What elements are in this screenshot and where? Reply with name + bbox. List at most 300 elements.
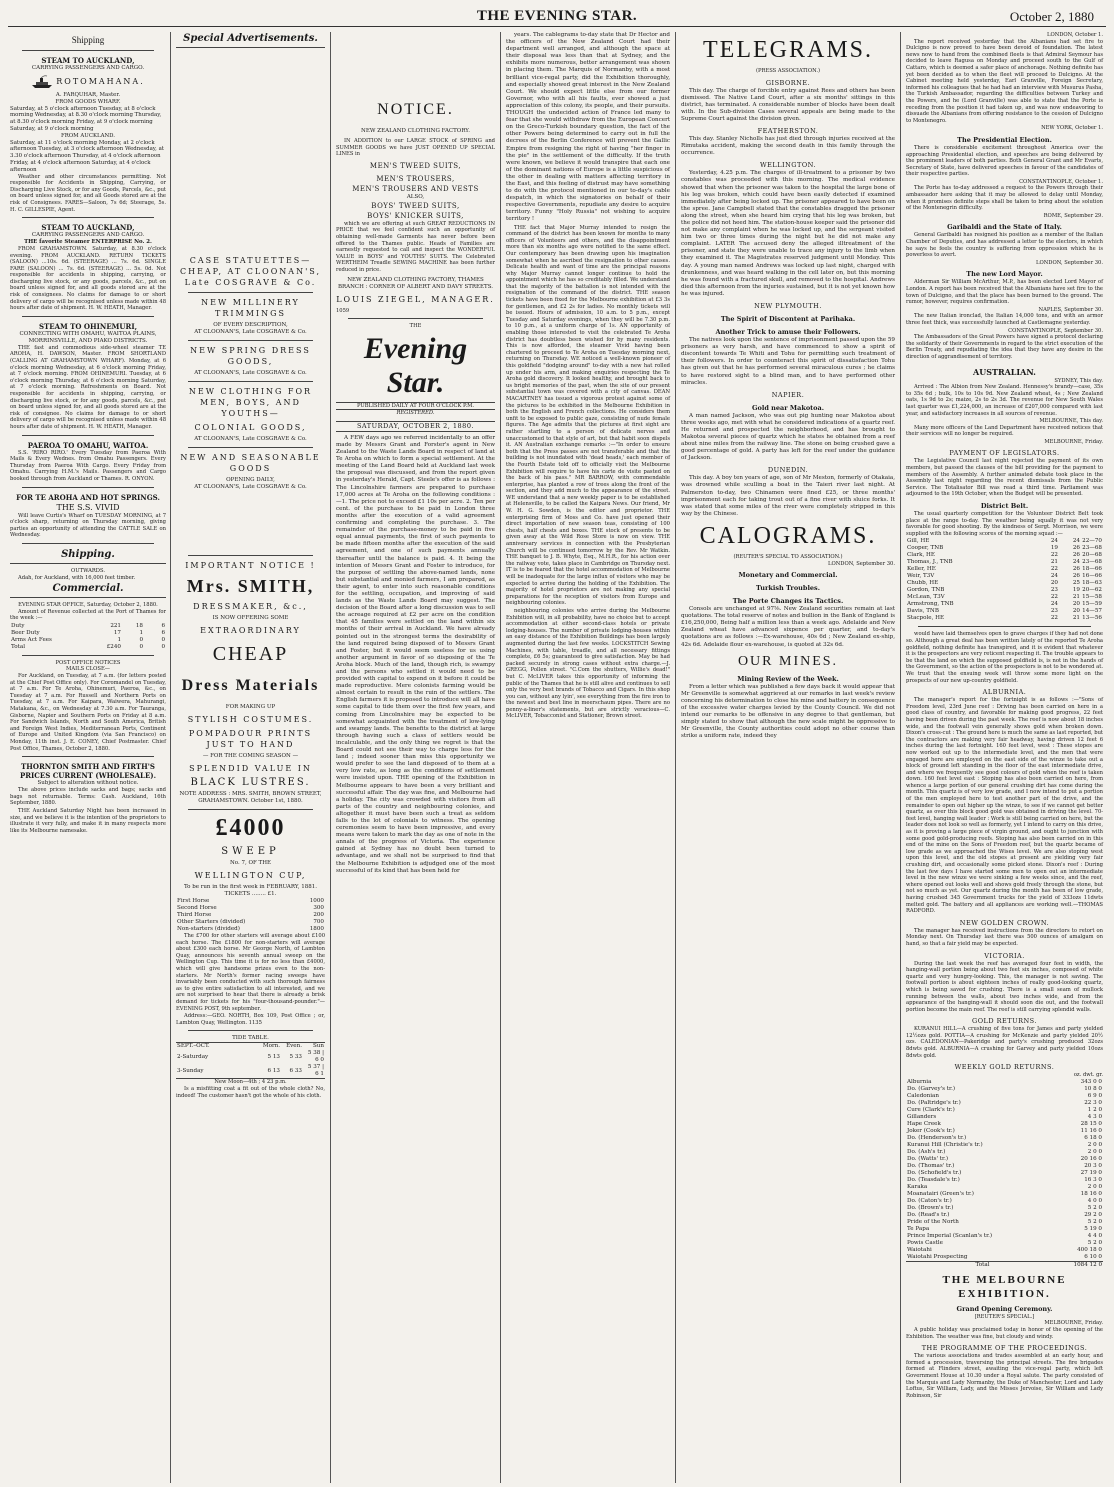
local-news: neighbouring colonies who arrive during the Melbourne Exhibition will, in all probability, have no choice but to accept accommodation at either second-class hotels or private lodging-houses. The number of private lodging-houses within an easy distance of the Exhibition Buildings has been largely augmented during the last few weeks. LOCKSTITCH Sewing Machines, with table, treadle, and all necessary fittings complete, £6 5s; guaranteed to give satisfaction. May be had packed securely in strong cases without extra charge.—J. GREGG, Pollen street. "C.Com the shutters, Willie's dead!" but C. McLIVER takes this opportunity of informing the public of the Thames that he is still alive and continues to sell only the very best brands of Tobacco and Cigars. In this shop you can, without any lyin', see everything from the fire iron to the newest and best line in meerschaum pipes. There are no penny-a-liner's statements, but are strictly veracious—C. McLIVER, Tobacconist and Stationer, Brown street.	[506, 607, 670, 720]
shooter-name: Chubb, HE	[907, 580, 939, 587]
telegrams-heading: TELEGRAMS.	[703, 37, 873, 63]
post-subheading: MAILS CLOSE—	[66, 666, 110, 673]
section-heading-commercial: Commercial.	[10, 582, 166, 598]
headline-alburnia: ALBURNIA.	[982, 688, 1027, 697]
headline-australian: AUSTRALIAN.	[973, 366, 1036, 377]
divider	[188, 292, 313, 293]
revenue-label: Duty	[11, 622, 25, 629]
editorial-continued: years. The cablegrams to-day state that Dr Hector and the officers of the New Zealand Court had their department well arranged, and although the space at their disposal was less than that at Sydney, and the exhibits more numerous, better arrangement was shown in placing them. The Marquis of Normanby, with a most brilliant vice-regal party, did the Exhibition thoroughly, and especially showed great interest in the New Zealand Court. We should expect little else from our former Governor, who with all his faults, ever showed a just appreciation of this colony, its people, and their pursuits. THOUGH the undecided action of France led many to fear that she would withdraw from the European Concert on the Greco-Turkish boundary question, the fact of the other Powers being determined to carry out in full the decrees of the Berlin Conference will prevent the Gallic Empire from resigning the right of having "her finger in the pie" in the settlement of the difficulty. If the truth were known, we believe it would transpire that each one of the dominant nations of Europe is a little suspicious of the other in dealing with matters affecting territory in the East, and this feeling of distrust may have something to do with the protocol mentioned in our to-day's cable despatch, in which the signatories on behalf of their respective Governments, repudiate any desire to acquire territory. Funny "Holy Russia" not wishing to acquire territory !	[506, 32, 670, 223]
editorial-body: A FEW days ago we referred incidentally to an offer made by Messrs Grant and Forster's agent in New Zealand to the Waste Lands Board in respect of land at Te Aroha on which to form a special settlement. At the meeting of the Land Board held at Auckland last week the proposal was discussed, and from the report given in yesterday's Herald, Capt. Steele's offer is as follows : The Lincolnshire farmers are prepared to purchase 17,000 acres at Te Aroha on the following conditions :—1. The price not to exceed £1 10s per acre. 2. Ten per cent. of the purchase to be paid in London three months after the execution of a valid agreement confirming and completing the purchase. 3. The remainder of the purchase-money to be paid in five equal annual payments, the first of such payments to be made fifteen months after the execution of the said agreement, and one of such payments annually thereafter until the balance is paid. 4. It being the intention of Messrs Grant and Foster to introduce, for the purpose of settling the above-named lands, none but substantial and monied farmers, I am prepared, as their agent, to enter into such reasonable conditions for the settling, occupation, and improving of said lands as the Waste Lands Board may suggest. The decision of the Board after a long discussion was to sell the acreage required at £2 per acre on the condition that 45 families were settled on the land within six months of their arrival in Auckland. We have already pointed out in the strongest terms the desirability of the land required being disposed of to Messrs Grant and Foster, but it would seem useless for us using another argument in favor of so disposing of the Te Aroha block. Much of the land, though rich, is swampy and the persons who settled it would need to be provided with capital to expend on it before it could be made reproductive. Mere colonists farming would be almost certain to result in the ruin of the settlers. The English farmers it is proposed to introduce will all have some capital to tide them over the first few years, and coming from Lincolnshire may be expected to be somewhat acquainted with the treatment of low-lying and swampy lands. The benefits to the district at large through having such a class of settlers would be incalculable, and the only thing we regret is that the Board could not see their way to charge less for the land ; indeed sooner than miss this opportunity we would prefer to see the land disposed of to them at a very low rate, as long as the conditions of settlement were insisted upon. THE opening of the Exhibition in Melbourne appears to have been a very brilliant and successful affair. The day was fine, and Melbourne had a holiday. The city was crowded with visitors from all parts of the country and neighbouring colonies, and altogether it must have been such a treat as seldom falls to the lot of colonials to witness. The opening ceremonies seem to have been impressive, and every means were taken to mark the day as one of note in the annals of the progress of Victoria. The experience gained at Sydney has no doubt been turned to advantage, and we shall not be surprised to find that the Melbourne Exhibition is adjudged one of the most successful of its kind that has been held for	[336, 434, 495, 874]
divider	[22, 756, 154, 757]
dateline: SYDNEY, This day.	[1054, 377, 1103, 384]
mine-name: Karaka	[907, 1183, 928, 1190]
tide-day: 3-Sunday	[177, 1067, 204, 1074]
weekly-units: oz. dwt. gr.	[1073, 1072, 1103, 1079]
score: 24	[1050, 573, 1058, 580]
section-heading-shipping-news: Shipping.	[10, 548, 166, 564]
shooter-name: Davis, TNB	[907, 608, 939, 615]
table-row	[906, 1121, 1103, 1128]
ad-title: NEW CLOTHING FOR MEN, BOYS, AND YOUTHS—	[188, 387, 313, 418]
revenue-label: Arms Act Fees	[11, 636, 52, 643]
shooter-name: McLean, T3V	[907, 594, 945, 601]
divider	[22, 435, 154, 436]
news-mines: From a letter which was published a few days back it would appear that Mr Greenville is somewhat aggrieved at our remarks in last week's review concerning his determination to close his mine and battery in consequence of the excessive water charges levied by the County Council. We did not intend our remarks to be offensive in any degree to that gentleman, but simply stated to show that although the new scale might be oppressive to Mr Greenville, the County authorities could adopt no other course than strike a uniform rate, indeed they	[681, 683, 895, 740]
notice-number: 1059	[336, 307, 350, 314]
news-constantinople: The Ambassadors of the Great Powers have signed a protocol declaring the solidarity of their Governments in regard to the strict execution of the Berlin Treaty, and repudiating the idea that they have any desire in the direction of aggrandisement of territory.	[906, 334, 1103, 360]
table-row	[906, 1240, 1103, 1247]
steamship-icon	[31, 75, 53, 89]
table-row	[906, 1079, 1103, 1086]
tide-morn: 5 13	[267, 1053, 280, 1060]
table-row	[176, 905, 325, 912]
score-total: 16—66	[1082, 573, 1102, 580]
score-total: 13—56	[1082, 615, 1102, 622]
headline: The new Lord Mayor.	[966, 270, 1043, 279]
divider	[348, 318, 483, 319]
prize-label: Non-starters (divided)	[177, 926, 240, 932]
ad-address: Address:—GEO. NORTH, Box 109, Post Office ; or, Lambton Quay, Wellington. 1135	[176, 1013, 325, 1026]
dateline: LONDON, September 30.	[1036, 259, 1103, 266]
table-row	[10, 637, 166, 644]
table-total-row	[906, 1261, 1103, 1269]
dateline: LONDON, October 1.	[1047, 32, 1103, 38]
ad-body: AT CLOONAN'S, Late COSGRAVE & Co.	[194, 484, 307, 490]
column-header: SEPT.–OCT.	[177, 1043, 210, 1050]
mine-name: Do. (Teasdale's tr.)	[907, 1176, 960, 1183]
ship-name: THE favorite Steamer ENTERPRISE No. 2.	[24, 239, 152, 246]
notice-line: BOYS' TWEED SUITS,	[371, 201, 460, 210]
table-row	[176, 912, 325, 919]
ad-sweep-run: To be run in the first week in FEBRUARY, 1881.	[183, 884, 318, 890]
news-london: The report received yesterday that the Albanians had set fire to Dulcigno is now proved to have been devoid of foundation. The latest news now to hand from the combined fleets is that Admiral Seymour has decided to leave Ragusa on Monday and proceed south to the Gulf of Cattaro, which is deemed a safer place of anchorage. Nothing definite has yet been decided as to when the fleet will proceed to Dulcigno. At the Cabinet meeting held yesterday, Earl Granville, Foreign Secretary, informed his colleagues that he had had an interview with Musurus Pasha, the Turkish Ambassador, regarding the difficulties between Turkey and the Powers, and he (Lord Granville) was able to state that the Porte is receding from the position it had taken up, and was now endeavoring to dissuade the Albanians from offering resistance to the cession of Dulcigno to Montenegro.	[906, 38, 1103, 124]
dateline-dunedin: DUNEDIN.	[767, 466, 809, 475]
mine-yield: 29 2 0	[1084, 1211, 1102, 1218]
paper-the: THE	[409, 323, 422, 330]
prize-label: First Horse	[177, 898, 210, 904]
notice-line: MEN'S TWEED SUITS,	[369, 161, 462, 170]
ad-name: Mrs. SMITH,	[186, 576, 315, 596]
ad-schedule-return: Saturday, at 11 o'clock morning Monday, at 2 o'clock afternoon Tuesday, at 3 o'clock afternoon Wednesday, at 3.30 o'clock afternoon Thursday, at 4 o'clock afternoon Friday, at 4 o'clock afternoon Saturday, at 4 o'clock afternoon	[10, 139, 164, 173]
ad-subtitle: CONNECTING WITH OMAHU, WAITOA PLAINS, MORRINSVILLE, AND PIAKO DISTRICTS.	[19, 330, 157, 344]
mining-alburnia: The manager's report for the fortnight is as follows :—"Sons of Freedom level, 23rd June reef : Driving has been carried on here in a good class of country, and favorable for making good progress, 22 feet having been driven during the past week. The reef is now about 18 inches wide, and the footwall vein generally shows gold when broken down. Dixon's cross-cut : The ground here is much the same as last reported, but the contractors are making very fair headway, having driven 12 feet 6 inches during the last fortnight. 160 feet level, west : These stopes are now worked out up to the intermediate level, and the men that were engaged here are employed on the east side of the winze to take out a block of ground left standing in the floor of the east intermediate drive, and where we frequently see good colours of gold when the reef is taken down. 160 feet level east : Stoping has also been carried on here, from whence a large portion of our general crushing dirt has come during the month. This quartz is of very low grade, and I now intend to put a portion of the men employed here to test another part of the drive, and the remainder to open out higher up the winze, to see if we cannot get better quartz, as over this block good gold was obtained in driving the level. 70-feet level, hanging wall leader : Work is still being carried on here, but the leader does not look so well as formerly, yet I intend to carry on this drive, as it is proving a large piece of virgin ground, and ought to junction with some good gold-producing reefs. Stoping has also been carried on in this end of the mine on the Sons of Freedom reef, but the quartz became of low grade as we approached the Wises level. We are also stoping west upon this level, and the old stopes at present are yielding very fair crushing dirt, and occasionally some picked stone. Dixon's reef : During the last few days I have started some men to open out an intermediate level in the new winze we were sinking a few weeks since, and the reef, where opened out looks well and shows gold freely through the stone, but not so much as yet. Our quartz during the month has been of low grade, having crushed 345 Government trucks for the yield of 333ozs 11dwts melted gold. The battery and all appliances are working well.—THOMAS RADFORD.	[906, 697, 1103, 915]
mine-name: Do. (Schofield's tr.)	[907, 1169, 962, 1176]
table-row	[906, 1142, 1103, 1149]
score: 26	[1072, 552, 1080, 559]
ship-name	[10, 75, 166, 89]
total-value: 1084 12 0	[1073, 1261, 1102, 1268]
column-header: Even.	[286, 1043, 302, 1050]
ad-sweep-amount: £4000	[215, 815, 286, 841]
mine-yield: 2 0 0	[1087, 1141, 1102, 1148]
column-5-telegrams	[675, 32, 900, 1483]
mining-gold-returns: KURANUI HILL—A crushing of five tons for James and party yielded 12½ozs gold. POTTIA—A crushing for McKenzie and party yielded 20½ ozs. CALEDONIAN—Pakeridge and party's crushing produced 32ozs 8dwts gold. ALBURNIA—A crushing for Garvey and party yielded 10ozs 8dwts gold.	[906, 1026, 1103, 1059]
table-row	[906, 1184, 1103, 1191]
ad-sweep-tickets: TICKETS ........ £1.	[224, 891, 277, 897]
mine-name: Joker (Cook's tr.)	[907, 1127, 955, 1134]
headline-melbourne-exhibition: THE MELBOURNE EXHIBITION.	[942, 1273, 1067, 1300]
notice-line: MEN'S TROUSERS AND VESTS	[352, 184, 479, 193]
score: 20	[1050, 580, 1058, 587]
dateline-new-plymouth: NEW PLYMOUTH.	[754, 302, 822, 311]
ad-body: S.S. 'RIRO RIRO.' Every Tuesday from Paeroa With Mails & Every Wednes. from Omahu Passengers. Every Thursday from Paeroa With Cargo. Every Friday from Omahu. Carrying H.M.'s Mails. Passengers and Cargo booked through from Auckland or Thames. R. ONYON.	[10, 449, 166, 482]
ad-cheap: CHEAP	[212, 643, 289, 665]
headline: Monetary and Commercial.	[738, 571, 838, 580]
mine-name: Do. (Caton's tr.)	[907, 1197, 952, 1204]
news-legislators: The Legislative Council last night rejected the payment of its own members, but passed the clauses of the bill providing for the payment to members of the Assembly. A further animated debate took place in the Assembly last night regarding the recent dismissals from the Public Service. The Totalisator Bill was read a third time. Parliament was adjourned to the 19th October, when the Budget will be presented.	[906, 458, 1103, 498]
table-row	[906, 545, 1103, 552]
outwards-label: OUTWARDS.	[71, 567, 105, 574]
mine-yield: 4 0 0	[1087, 1197, 1102, 1204]
score: 24	[1050, 601, 1058, 608]
blank-space	[176, 491, 325, 551]
divider	[22, 655, 154, 656]
prize-table	[176, 898, 325, 933]
headline: Grand Opening Ceremony.	[956, 1304, 1053, 1313]
divider	[188, 555, 313, 556]
revenue-pounds: 17	[113, 629, 121, 636]
revenue-shillings: 1	[139, 629, 143, 636]
ad-subtitle: COLONIAL GOODS,	[194, 423, 307, 432]
table-row	[906, 1128, 1103, 1135]
news-featherston: This day. Stanley Nicholls has just died through injuries received at the Rimutaka accident, making the second death in this family through the occurrence.	[681, 136, 895, 157]
news-sydney: Arrived : The Albion from New Zealand. Hennessy's brandy—case, 35s to 35s 6d ; bulk, 10s to 10s 9d. New Zealand wheat, 4s ; New Zealand oats, 1s 9d to 2s; maize, 2s to 2s 3d. The revenue for New South Wales last quarter was £1,224,000, an increase of £207,000 compared with last year, and satisfactory increases in all sources of revenue.	[906, 384, 1103, 417]
mine-yield: 2 0 0	[1087, 1183, 1102, 1190]
mines-heading: OUR MINES.	[737, 653, 839, 669]
blank-space	[336, 32, 495, 92]
tide-sun: 5 38 | 6 0	[307, 1050, 324, 1064]
news-london: Consols are unchanged at 97⅝. New Zealand securities remain at last quotations. The total reserve of notes and bullion in the Bank of England is £16,250,000, Being half a million less than a week ago. Adelaide and New Zealand wheat have advanced sixpence per quarter, and to-day's quotations are as follows :—Ex-warehouse, 40s 6d ; New Zealand ex-ship, 42s 6d. Adelaide flour ex-warehouse, is quoted at 32s 6d.	[681, 606, 895, 648]
ad-season: — FOR THE COMING SEASON —	[202, 753, 299, 759]
dateline: MELBOURNE, Friday.	[1044, 1320, 1103, 1327]
score: 23	[1050, 608, 1058, 615]
blank-space	[176, 52, 325, 252]
mine-name: Moanatairi (Green's tr.)	[907, 1190, 974, 1197]
mine-name: Powis Castle	[907, 1239, 943, 1246]
ad-body: Will leave Curtis's Wharf on TUESDAY MORNING, at 7 o'clock sharp, returning on Thursday morning, giving parties an opportunity of attending the CATTLE SALE on Wednesday.	[10, 512, 166, 539]
mine-name: Do. (Paltridge's tr.)	[907, 1099, 961, 1106]
table-row	[906, 1191, 1103, 1198]
mine-name: Do. (Thomas' tr.)	[907, 1162, 955, 1169]
tide-morn: 6 13	[267, 1067, 280, 1074]
press-association: (PRESS ASSOCIATION.)	[755, 68, 820, 74]
mine-name: Prince Imperial (Scanlan's tr.)	[907, 1232, 993, 1239]
prize-label: Other Starters (divided)	[177, 919, 246, 925]
ad-splendid: SPLENDID VALUE IN	[189, 764, 312, 773]
notice-line: MEN'S TROUSERS,	[376, 174, 455, 183]
ad-body: The £700 for other starters will average about £100 each horse. The £1800 for non-starters will average about £300 each horse. Mr George North, of Lambton Quay, announces his seventh annual sweep on the Wellington Cup. This time it is for no less than £4000, which will give handsome prizes even to the non-starters. Mr North's former racing sweeps have invariably been conducted with such thorough fairness as to give entire satisfaction to all interested, and we are not surprised to hear that there is already a brisk demand for tickets for his "four-thousand-pounder."—EVENING POST, 9th september.	[176, 933, 325, 1012]
news-district-belt: The usual quarterly competition for the Volunteer District Belt took place at the range to-day. The weather being squally it was not very favorable for good shooting. By the kindness of Sergt. Morrison, we were supplied with the following scores of the morning squad :—	[906, 511, 1103, 537]
table-row	[906, 1205, 1103, 1212]
score-total: 15—58	[1082, 594, 1102, 601]
score: 24	[1072, 559, 1080, 566]
ad-sweep-no: No. 7, OF THE	[229, 860, 272, 866]
total-label: Total	[975, 1261, 990, 1268]
prize-label: Second Horse	[177, 905, 217, 911]
scores-table	[906, 538, 1103, 622]
notice-subtitle: NEW ZEALAND CLOTHING FACTORY.	[361, 128, 470, 134]
mine-name: Gillanders	[907, 1113, 937, 1120]
revenue-pounds: 221	[110, 622, 121, 629]
score-total: 23—68	[1082, 545, 1102, 552]
column-4-news	[500, 32, 675, 1483]
mine-name: Do. (Brown's tr.)	[907, 1204, 954, 1211]
mine-yield: 20 3 0	[1084, 1162, 1102, 1169]
dateline: MELBOURNE, This day.	[1039, 418, 1103, 425]
mine-name: Kuranui Hill (Christie's tr.)	[907, 1141, 983, 1148]
commercial-text: Amount of Revenue collected at the Port of Thames for the week :—	[10, 608, 166, 622]
table-row	[906, 1233, 1103, 1240]
column-1-shipping	[8, 32, 170, 1483]
dateline: ROME, September 29.	[1043, 212, 1103, 219]
ad-body: AT CLOONAN'S, Late COSGRAVE & Co.	[194, 370, 307, 376]
ad-body: AT CLOONAN'S, Late COSGRAVE & Co.	[194, 436, 307, 442]
prize-value: 1000	[309, 898, 324, 904]
table-row	[906, 1114, 1103, 1121]
table-row	[176, 926, 325, 933]
weekly-returns-table	[906, 1079, 1103, 1269]
commercial-office: EVENING STAR OFFICE, Saturday, October 2, 1880.	[18, 602, 158, 609]
ad-subtitle: OPENING DAILY,	[226, 477, 275, 483]
table-row	[906, 615, 1103, 622]
table-row	[906, 566, 1103, 573]
notice-intro: IN ADDITION to our LARGE STOCK of SPRING and SUMMER GOODS we have JUST OPENED UP SPECIAL LINES in	[336, 138, 495, 158]
dateline: NAPLES, September 30.	[1038, 306, 1103, 313]
tide-even: 5 33	[289, 1053, 302, 1060]
table-row	[906, 1100, 1103, 1107]
headline: The Presidential Election.	[957, 135, 1052, 144]
notice-title: NOTICE.	[377, 101, 454, 118]
news-wellington: Yesterday, 4.25 p.m. The charges of ill-treatment to a prisoner by two constables was proceeded with this morning. The medical evidence showed that when the prisoner was taken to the hospital the large bone of his leg was broken, which could have been easily detected if examined immediately after being locked up. The prisoner appeared to have been on the spree. Jane Campbell stated that the constables dragged the prisoner along the street, when she heard him crying that his leg was broken, but the police did not heed him. The station-house keeper said the prisoner did not make any complaint when he was locked up, and the sergeant visited him two or three times during the night but he did not make any complaint. LATER The accused deny the alleged illtreatment of the prisoner, and state they were unable to trace any injury to the limb when they examined it. The Magistrates reserved judgment until Monday. This day. A young man named Andrews was locked up last night, charged with drunkenness, and was heard walking in the cell later on, but this morning he was found with a fractured skull, and removed to the hospital. Andrews died this afternoon from the injuries sustained, but it is not yet known how he was injured.	[681, 170, 895, 297]
prize-value: 700	[313, 919, 324, 925]
mine-yield: 343 0 0	[1080, 1078, 1102, 1085]
table-row	[906, 1163, 1103, 1170]
paper-nameplate: Evening Star.	[363, 331, 468, 399]
divider	[188, 381, 313, 382]
divider	[22, 316, 154, 317]
mine-yield: 5 2 0	[1087, 1218, 1102, 1225]
mine-yield: 28 15 0	[1080, 1120, 1102, 1127]
headline: PAYMENT OF LEGISLATORS.	[949, 449, 1060, 458]
ad-address: NOTE ADDRESS : MRS. SMITH, BROWN STREET, GRAHAMSTOWN. October 1st, 1880.	[179, 791, 322, 804]
score: 19	[1050, 545, 1058, 552]
ship-name: THE S.S. VIVID	[56, 502, 120, 512]
score: 21	[1072, 615, 1080, 622]
score: 26	[1072, 573, 1080, 580]
news-paragraph: Is a misfitting coat a fit out of the whole cloth? No, indeed! The customer hasn't got the whole of his cloth.	[176, 1085, 325, 1099]
mine-yield: 5 19 0	[1084, 1225, 1102, 1232]
divider	[918, 626, 1091, 627]
table-row	[906, 1149, 1103, 1156]
ad-title: STEAM TO AUCKLAND,	[41, 56, 135, 65]
dateline-featherston: FEATHERSTON.	[757, 127, 819, 136]
notice-manager: LOUIS ZIEGEL, MANAGER.	[336, 294, 495, 304]
mine-name: Pride of the North	[907, 1218, 959, 1225]
table-row	[906, 538, 1103, 545]
tide-sun: 5 37 | 6 1	[307, 1064, 324, 1078]
mining-golden-crown: The manager has received instructions from the directors to retort on Monday next. On Thursday last there was 500 ounces of amalgam on hand, so that a fair yield may be expected.	[906, 927, 1103, 947]
shooter-name: Stacpole, HE	[907, 615, 945, 622]
table-row	[906, 1254, 1103, 1262]
ad-body: FROM GRAHAMSTOWN. Saturday, at 8.30 o'clock evening. FROM AUCKLAND. RETURN TICKETS (SALOON) ...10s. 6d. (STEERAGE) ... 7s. 6d. SINGLE FARE (SALOON) ... 7s. 6d. (STEERAGE) ... 5s. 0d. Not responsible for accidents in shipping, carrying, or discharging live stock, or any goods, parcels, &c., put on board unless signed for, and all goods stored are at the risk of consignees. No claims for damage to or short delivery of cargo will be recognised unless made within 48 hours after date of shipment. H. W. HEATH, Manager.	[10, 245, 166, 312]
dateline: CONSTANTINOPLE, September 30.	[1008, 327, 1103, 334]
score: 24	[1050, 538, 1058, 545]
table-row	[906, 1247, 1103, 1254]
divider	[188, 809, 313, 810]
table-row	[10, 630, 166, 637]
mine-yield: 6 10 0	[1084, 1253, 1102, 1260]
score: 24	[1072, 538, 1080, 545]
mine-name: Cure (Clark's tr.)	[907, 1106, 955, 1113]
news-napier: A man named Jackson, who was out pig hunting near Makotoa about three weeks ago, met with what he considered indications of a quartz reef. He returned and prospected the neighborhood, and has brought to Makotoa several pieces of quartz which he states he obtained from a reef about nine miles from the railway line. The stone on being crushed gave a good percentage of gold. A party has left for the reef under the guidance of Jackson.	[681, 412, 895, 462]
score-total: 20—68	[1082, 552, 1102, 559]
table-row	[906, 1212, 1103, 1219]
mining-continued: would have laid themselves open to grave charges if they had not done so. Although a great deal has been written lately of the reported Te Aroha goldfield, nothing definite has transpired, and it is evident that whatever it is the prospectors are very reticent respecting it. The trouble appears to be that the land on which the supposed goldfield is, is not in the hands of the Government, so the action of the prospectors is not to be wondered at. We trust that the ensuing week will throw some more light on the prospects of our new up-country goldfield.	[906, 631, 1103, 684]
news-constantinople: The Porte has to-day addressed a request to the Powers through their ambassador here asking that it may be allowed to delay until Monday, when it promises definite steps shall be taken to bring about the solution of the Montenegrin difficulty.	[906, 185, 1103, 212]
headline-gold-returns: GOLD RETURNS.	[972, 1017, 1037, 1026]
ad-subtitle: Subject to alteration without notice.	[37, 780, 139, 787]
mine-name: Waiotahi	[907, 1246, 932, 1253]
issue-date: October 2, 1880	[1009, 9, 1094, 24]
table-row	[906, 608, 1103, 615]
table-row	[176, 898, 325, 905]
table-row	[906, 1170, 1103, 1177]
table-row	[906, 580, 1103, 587]
mine-yield: 27 19 0	[1080, 1169, 1102, 1176]
table-row	[176, 1064, 325, 1079]
ad-dress-materials: Dress Materials	[181, 677, 320, 694]
shooter-name: Keller, HE	[907, 566, 936, 573]
news-new-york: There is considerable excitement throughout America over the approaching Presidential election, and speeches are being delivered by the prominent leaders of both parties. Both General Grant and Mr Evarts, Secretary of State, have delivered speeches in favour of the candidates of their respective parties.	[906, 144, 1103, 178]
ad-body: The above prices include sacks and bags; sacks and bags not returnable. Terms: Cash. Auckland, 16th September, 1880.	[10, 787, 166, 807]
news-naples: The new Italian ironclad, the Italian 14,000 tons, and with an armor three feet thick, was successfully launched at Castlemagne yesterday.	[906, 313, 1103, 326]
prize-label: Third Horse	[177, 912, 212, 918]
tide-day: 2-Saturday	[177, 1053, 209, 1060]
table-row	[906, 1177, 1103, 1184]
score: 26	[1072, 545, 1080, 552]
score: 20	[1072, 608, 1080, 615]
mine-yield: 4 3 0	[1087, 1113, 1102, 1120]
ad-note: Weather and other circumstances permitting. Not responsible for Accidents in Shipping, Carrying, or Discharging Live Stock, or for any Goods, Parcels, &c., put on board unless signed for, and all Goods stored are at the risk of Consignees. FARES—Saloon, 7s 6d; Steerage, 5s. H. C. GILLESPIE, Agent.	[10, 173, 166, 213]
news-gisborne: This day. The charge of forcible entry against Rees and others has been dismissed. The Native Land Court, after a six months' sittings in this district, has terminated. A considerable number of blocks have been dealt with. In the Sub-division Cases several appeals are being made to the Supreme Court against the division given.	[681, 87, 895, 122]
table-row	[176, 919, 325, 926]
prize-value: 300	[313, 905, 324, 911]
mine-name: Waiotahi Prospecting	[907, 1253, 968, 1260]
column-6-mining	[900, 32, 1106, 1483]
mine-yield: 6 9 0	[1087, 1092, 1102, 1099]
post-heading: POST OFFICE NOTICES	[55, 659, 121, 666]
moon-phase: New Moon—4th ; 4 23 p.m.	[214, 1079, 287, 1086]
table-row	[906, 601, 1103, 608]
score: 25	[1072, 580, 1080, 587]
headline: The Spirit of Discontent at Parihaka.	[720, 315, 856, 324]
mine-name: Do. (Read's tr.)	[907, 1211, 950, 1218]
mine-yield: 22 3 0	[1084, 1099, 1102, 1106]
tide-even: 6 33	[289, 1067, 302, 1074]
prize-value: 1800	[309, 926, 324, 932]
ship-name-text: ROTOMAHANA.	[56, 77, 145, 86]
ad-from: FROM GOODS WHARF.	[55, 98, 121, 105]
mining-victoria: During the last week the reef has averaged four feet in width, the hanging-wall portion being about two feet six inches, composed of white quartz and very hungry-looking. This, the manager is not saving. The footwall portion is about eighteen inches of really good-looking quartz, which is being saved for crushing. There is a small seam of mullock running between the walls, about two inches wide, and from the appearance of the hanging-wall it should soon die out, and the footwall portion become the main reef. The reef is still carrying splendid walls.	[906, 960, 1103, 1013]
revenue-pounds: £240	[106, 643, 121, 650]
news-dunedin: This day. A boy ten years of age, son of Mr Meston, formerly of Otakaia, was drowned while sculling a boat in the Taieri river last night. At Palmerston to-day, two Chinamen were fined £25, or three months' imprisonment each for taking trout out of a fine river with sluice forks. It was stated that some miles of the river were completely stripped in this way by the Chinese.	[681, 475, 895, 517]
headline: Another Trick to amuse their Followers.	[715, 328, 861, 337]
mine-name: Do. (Henderson's tr.)	[907, 1134, 967, 1141]
mine-yield: 18 16 0	[1080, 1190, 1102, 1197]
column-2-special-ads	[170, 32, 330, 1483]
news-new-plymouth: The natives look upon the sentence of imprisonment passed upon the 59 prisoners as very harsh, and have commenced to show a spirit of discontent towards Te Whiti and Tohu for permitting such treatment of their followers. In order to counteract this spirit of dissatisfaction Tohu has given out that he has performed several miraculous cures ; he claims to have restored sight to a blind man, and to have performed other miracles.	[681, 337, 895, 386]
ad-pompadour: POMPADOUR PRINTS JUST TO HAND	[188, 729, 313, 749]
table-row	[906, 1198, 1103, 1205]
table-row	[906, 1107, 1103, 1114]
shooter-name: Thomas, J., TNB	[907, 559, 953, 566]
section-heading-shipping: Shipping	[71, 35, 105, 45]
ad-title: NEW SPRING DRESS GOODS,	[190, 346, 311, 366]
notice-line: BOYS' KNICKER SUITS,	[367, 211, 464, 220]
table-row	[906, 594, 1103, 601]
ad-schedule: Saturday, at 5 o'clock afternoon Tuesday, at 8 o'clock morning Wednesday, at 8.30 o'clock morning Thursday, at 8.30 o'clock morning Friday, at 9 o'clock morning Saturday, at 9 o'clock morning	[10, 105, 162, 132]
dateline: CONSTANTINOPLE, October 1.	[1019, 178, 1103, 185]
mine-name: Do. (Ash's tr.)	[907, 1148, 946, 1155]
mine-yield: 2 0 0	[1087, 1148, 1102, 1155]
ad-title: IMPORTANT NOTICE !	[185, 561, 316, 570]
score: 19	[1072, 587, 1080, 594]
shooter-name: Cooper, TNB	[907, 545, 944, 552]
table-row	[906, 1226, 1103, 1233]
ad-sweep-cup: WELLINGTON CUP,	[194, 871, 307, 880]
table-row	[10, 623, 166, 630]
column-header: Morn.	[262, 1043, 280, 1050]
headline-programme: THE PROGRAMME OF THE PROCEEDINGS.	[921, 1344, 1088, 1353]
score: 22	[1050, 566, 1058, 573]
revenue-table	[10, 623, 166, 651]
score-total: 18—63	[1082, 580, 1102, 587]
headline: The Porte Changes its Tactics.	[732, 597, 844, 606]
ad-master: A. FARQUHAR, Master.	[55, 92, 121, 98]
divider	[22, 543, 154, 544]
mine-name: Do. (Garvey's tr.)	[907, 1085, 956, 1092]
table-row	[906, 559, 1103, 566]
mine-yield: 16 3 0	[1084, 1176, 1102, 1183]
score-total: 20—62	[1082, 587, 1102, 594]
newspaper-title: THE EVENING STAR.	[476, 8, 638, 24]
table-header-row	[176, 1043, 325, 1051]
revenue-pence: 6	[161, 629, 165, 636]
paper-published: PUBLISHED DAILY AT FOUR O'CLOCK P.M.	[336, 402, 495, 411]
dateline: MELBOURNE, Friday.	[1044, 438, 1103, 445]
news-london: Alderman Sir William McArthur, M.P., has been elected Lord Mayor of London. A report has been received that the Albanians have set fire to the town of Dulcigno, and that the place has been burned to the ground. The rumor, however, requires confirmation.	[906, 279, 1103, 306]
mine-yield: 20 16 0	[1080, 1155, 1102, 1162]
mine-name: Hape Creek	[907, 1120, 941, 1127]
masthead-rule	[8, 26, 1106, 27]
ad-title: THORNTON SMITH AND FIRTH'S PRICES CURRENT (WHOLESALE).	[19, 762, 157, 781]
table-row	[176, 1050, 325, 1064]
ad-subtitle: DRESSMAKER, &c.,	[193, 602, 308, 611]
ad-title: STEAM TO OHINEMURI,	[38, 321, 138, 331]
divider	[188, 447, 313, 448]
table-row	[906, 1093, 1103, 1100]
column-header: Sun	[312, 1043, 324, 1050]
mine-yield: 6 18 0	[1084, 1134, 1102, 1141]
score-total: 22—70	[1082, 538, 1102, 545]
news-paragraph: THE Auckland Saturday Night has been increased in size, and we believe it is the intention of the proprietors to illustrate it very fully, and make it in many respects more like its Melbourne namesake.	[10, 807, 166, 834]
mine-name: Alburnia	[907, 1078, 932, 1085]
revenue-label: Total	[11, 643, 26, 650]
revenue-shillings: 18	[135, 622, 143, 629]
headline: Turkish Troubles.	[756, 584, 820, 593]
dateline-napier: NAPIER.	[771, 390, 805, 399]
score-total: 15—59	[1082, 601, 1102, 608]
masthead	[0, 0, 1114, 28]
